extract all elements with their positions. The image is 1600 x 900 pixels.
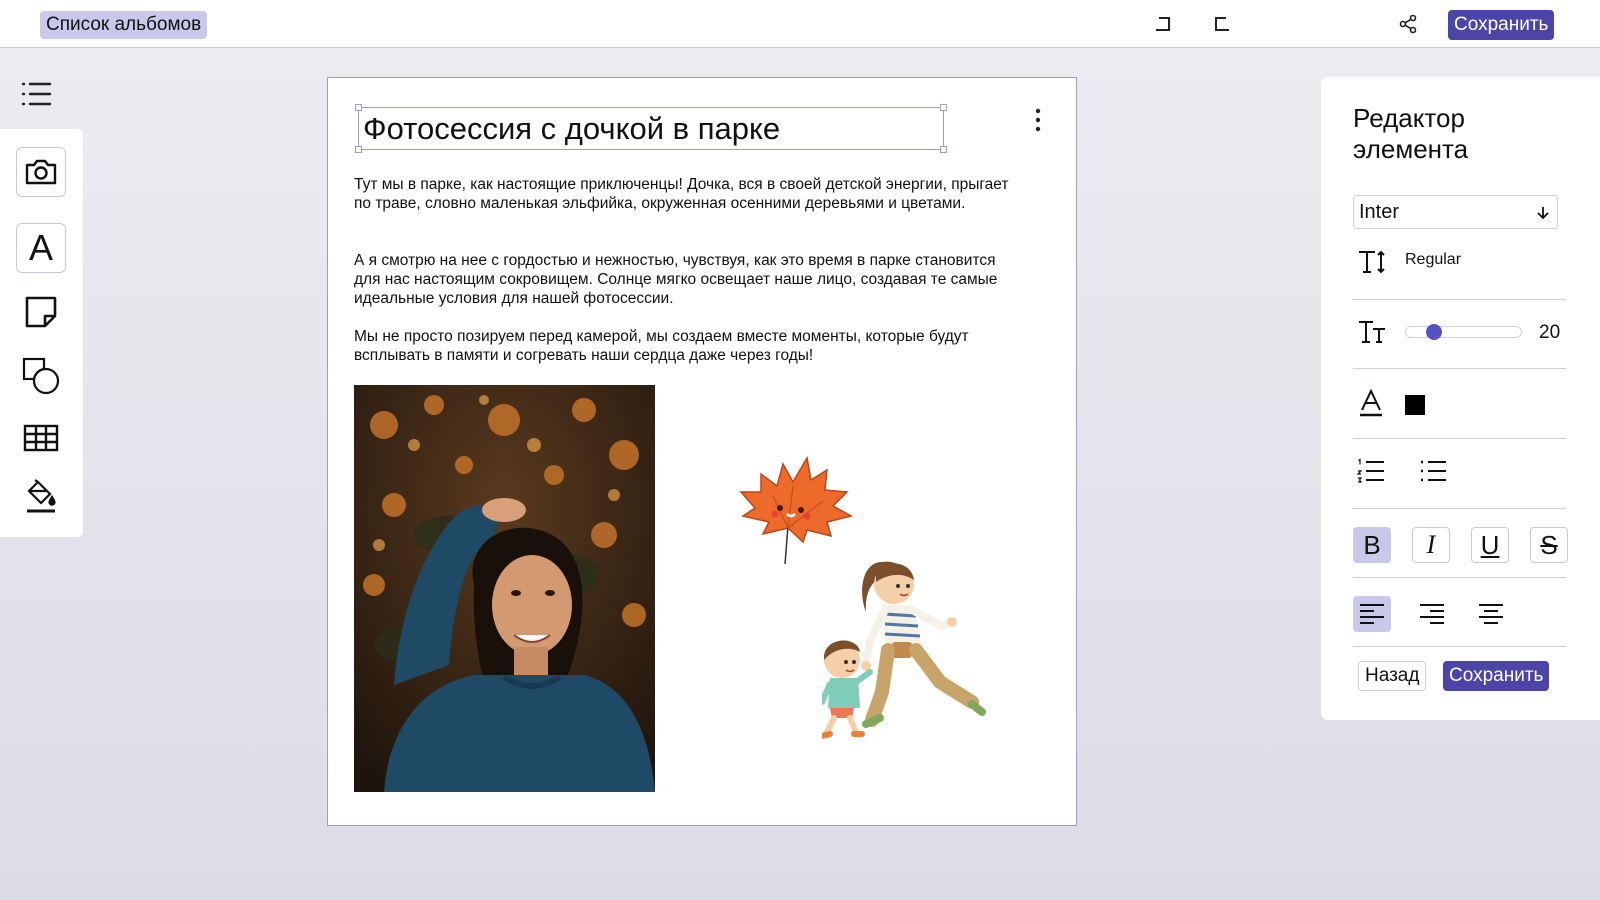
text-color-icon[interactable] [1358, 389, 1384, 417]
table-tool[interactable] [16, 413, 66, 463]
paragraph[interactable]: А я смотрю на нее с гордостью и нежностью, чувствуя, как это время в парке становится для нас настоящим сокровищем. Солнце мягко освещает наше лицо, создавая те самые идеальные условия для нашей фотосессии. [354, 252, 998, 307]
fill-color-icon [24, 479, 58, 515]
font-family-value: Inter [1359, 201, 1400, 223]
underline-icon: U [1480, 530, 1500, 560]
font-weight-value[interactable]: Regular [1405, 251, 1462, 268]
divider [1353, 646, 1566, 647]
camera-tool[interactable] [16, 147, 66, 197]
font-size-slider[interactable] [1405, 326, 1522, 338]
divider [1353, 577, 1566, 578]
resize-handle[interactable] [940, 146, 947, 153]
album-list-link[interactable]: Список альбомов [40, 11, 207, 39]
font-size-icon [1357, 319, 1387, 345]
font-family-select[interactable] [1353, 195, 1558, 229]
bold-icon: B [1363, 530, 1381, 560]
italic-button[interactable] [1412, 527, 1450, 563]
mother-child-illustration[interactable] [822, 552, 1002, 747]
resize-handle[interactable] [355, 104, 362, 111]
align-right-icon [1419, 602, 1445, 626]
strikethrough-button[interactable] [1530, 527, 1568, 563]
arrow-down-icon [1535, 205, 1551, 221]
text-icon: A [28, 227, 53, 268]
divider [1353, 438, 1566, 439]
divider [1353, 508, 1566, 509]
back-button[interactable]: Назад [1358, 661, 1426, 691]
save-button[interactable]: Сохранить [1448, 10, 1554, 40]
align-center-icon [1478, 602, 1504, 626]
sticker-tool[interactable] [16, 287, 66, 337]
top-bar [0, 0, 1600, 48]
resize-handle[interactable] [355, 146, 362, 153]
divider [1353, 299, 1566, 300]
list-menu-icon[interactable] [20, 78, 52, 110]
title-selection-frame[interactable] [358, 107, 944, 150]
underline-button[interactable] [1471, 527, 1509, 563]
numbered-list-icon[interactable] [1357, 458, 1385, 484]
editor-save-button[interactable]: Сохранить [1443, 661, 1549, 691]
strikethrough-icon: S [1540, 530, 1558, 560]
text-color-swatch[interactable] [1405, 395, 1425, 415]
page-title[interactable]: Фотосессия с дочкой в парке [363, 111, 781, 146]
more-vertical-icon[interactable] [1028, 105, 1048, 137]
tool-panel [0, 129, 83, 537]
sticker-note-icon [23, 294, 59, 330]
element-editor-panel [1321, 77, 1600, 720]
editor-title: Редактор элемента [1353, 103, 1469, 164]
italic-icon: I [1426, 530, 1436, 559]
shapes-tool[interactable] [16, 351, 66, 401]
slider-handle[interactable] [1426, 324, 1442, 340]
align-left-icon [1359, 602, 1385, 626]
align-left-button[interactable] [1353, 596, 1391, 632]
resize-handle[interactable] [940, 104, 947, 111]
align-right-button[interactable] [1413, 596, 1451, 632]
paragraph[interactable]: Тут мы в парке, как настоящие приключенцы! Дочка, вся в своей детской энергии, прыгает по траве, словно маленькая эльфийка, окруженная осенними деревьями и цветами. [354, 176, 1009, 212]
album-page [327, 77, 1077, 826]
bullet-list-icon[interactable] [1419, 458, 1447, 484]
divider [1353, 368, 1566, 369]
font-size-value: 20 [1539, 322, 1561, 343]
bold-button[interactable] [1353, 527, 1391, 563]
font-weight-icon [1357, 249, 1387, 275]
redo-icon[interactable] [1209, 12, 1233, 36]
photo-woman-in-park[interactable] [354, 385, 655, 792]
undo-icon[interactable] [1152, 12, 1176, 36]
text-tool[interactable] [16, 223, 66, 273]
camera-icon [24, 157, 58, 187]
align-center-button[interactable] [1472, 596, 1510, 632]
share-icon[interactable] [1396, 12, 1420, 36]
shapes-icon [21, 356, 61, 396]
table-icon [23, 424, 59, 452]
paragraph[interactable]: Мы не просто позируем перед камерой, мы создаем вместе моменты, которые будут всплывать в памяти и согревать наши сердца даже через годы! [354, 328, 969, 364]
fill-tool[interactable] [16, 472, 66, 522]
